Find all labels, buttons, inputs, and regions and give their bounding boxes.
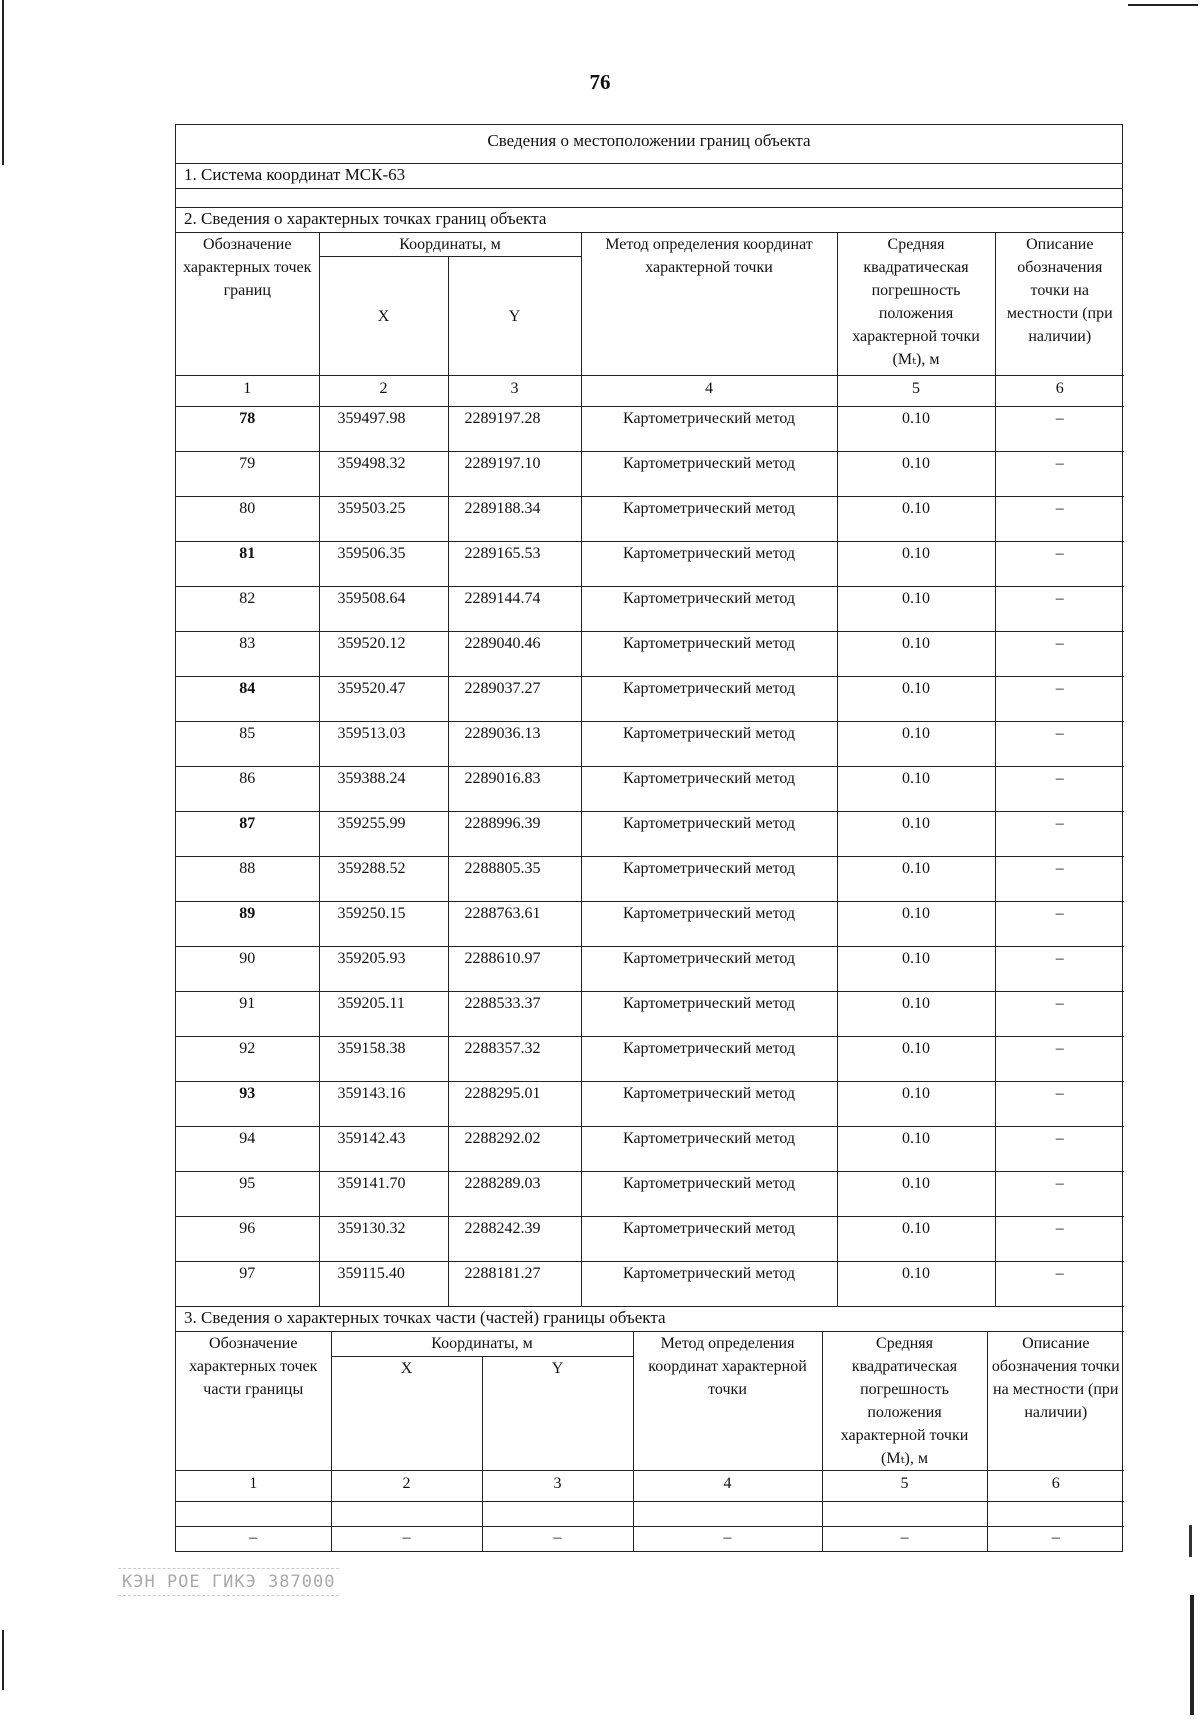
header-description: Описание обозначения точки на местности (при наличии) (995, 233, 1124, 376)
s3-empty-cell: – (176, 1527, 331, 1552)
s3-empty-cell: – (482, 1527, 633, 1552)
s3-header-y: Y (482, 1356, 633, 1470)
table-row (176, 1037, 1124, 1082)
table-row (176, 1082, 1124, 1127)
scan-artifact-top (1128, 4, 1198, 6)
s3-header-point: Обозначение характерных точек части границы (176, 1332, 331, 1471)
error-cell: 0.10 (837, 497, 995, 542)
x-cell: 359158.38 (319, 1037, 448, 1082)
description-cell: – (995, 452, 1124, 497)
y-cell: 2288610.97 (448, 947, 581, 992)
table-row (176, 452, 1124, 497)
y-cell: 2289197.28 (448, 407, 581, 452)
s3-index-cell: 6 (987, 1471, 1124, 1502)
x-cell: 359388.24 (319, 767, 448, 812)
error-cell: 0.10 (837, 812, 995, 857)
point-cell: 85 (176, 722, 319, 767)
point-cell: 91 (176, 992, 319, 1037)
header-method: Метод определения координат характерной точки (581, 233, 837, 376)
method-cell: Картометрический метод (581, 677, 837, 722)
header-point: Обозначение характерных точек границ (176, 233, 319, 376)
point-cell: 95 (176, 1172, 319, 1217)
y-cell: 2289037.27 (448, 677, 581, 722)
table-rows (176, 407, 1124, 1307)
index-row (176, 376, 1124, 407)
point-cell: 96 (176, 1217, 319, 1262)
index-cell: 6 (995, 376, 1124, 407)
table-row (176, 677, 1124, 722)
method-cell: Картометрический метод (581, 452, 837, 497)
s3-index-row (176, 1471, 1124, 1502)
description-cell: – (995, 1037, 1124, 1082)
description-cell: – (995, 902, 1124, 947)
point-cell: 94 (176, 1127, 319, 1172)
s3-empty-cell: – (331, 1527, 482, 1552)
x-cell: 359141.70 (319, 1172, 448, 1217)
y-cell: 2288289.03 (448, 1172, 581, 1217)
index-cell: 3 (448, 376, 581, 407)
table-row (176, 587, 1124, 632)
page-number: 76 (589, 70, 611, 94)
s3-index-cell: 2 (331, 1471, 482, 1502)
method-cell: Картометрический метод (581, 1082, 837, 1127)
y-cell: 2288181.27 (448, 1262, 581, 1307)
table-row (176, 1217, 1124, 1262)
x-cell: 359520.47 (319, 677, 448, 722)
document-title: Сведения о местоположении границ объекта (176, 125, 1122, 164)
s3-header-error: Средняя квадратическая погрешность положения характерной точки (Mₜ), м (822, 1332, 987, 1471)
error-cell: 0.10 (837, 902, 995, 947)
header-error: Средняя квадратическая погрешность положения характерной точки (Mₜ), м (837, 233, 995, 376)
point-cell: 84 (176, 677, 319, 722)
table-row (176, 767, 1124, 812)
x-cell: 359250.15 (319, 902, 448, 947)
method-cell: Картометрический метод (581, 497, 837, 542)
description-cell: – (995, 677, 1124, 722)
description-cell: – (995, 497, 1124, 542)
index-cell: 5 (837, 376, 995, 407)
point-cell: 87 (176, 812, 319, 857)
y-cell: 2288533.37 (448, 992, 581, 1037)
index-cell: 2 (319, 376, 448, 407)
y-cell: 2288292.02 (448, 1127, 581, 1172)
s3-index-cell: 3 (482, 1471, 633, 1502)
method-cell: Картометрический метод (581, 947, 837, 992)
table-row (176, 992, 1124, 1037)
error-cell: 0.10 (837, 767, 995, 812)
header-y: Y (448, 257, 581, 376)
x-cell: 359513.03 (319, 722, 448, 767)
header-x: X (319, 257, 448, 376)
y-cell: 2289040.46 (448, 632, 581, 677)
y-cell: 2289016.83 (448, 767, 581, 812)
error-cell: 0.10 (837, 452, 995, 497)
method-cell: Картометрический метод (581, 992, 837, 1037)
method-cell: Картометрический метод (581, 632, 837, 677)
s3-header-coords: Координаты, м (331, 1332, 633, 1357)
x-cell: 359288.52 (319, 857, 448, 902)
y-cell: 2288242.39 (448, 1217, 581, 1262)
s3-empty-row (176, 1527, 1124, 1552)
x-cell: 359115.40 (319, 1262, 448, 1307)
method-cell: Картометрический метод (581, 1037, 837, 1082)
s3-index-cell: 5 (822, 1471, 987, 1502)
table-row (176, 1262, 1124, 1307)
method-cell: Картометрический метод (581, 542, 837, 587)
y-cell: 2289036.13 (448, 722, 581, 767)
description-cell: – (995, 722, 1124, 767)
error-cell: 0.10 (837, 1037, 995, 1082)
scan-artifact-right-mid (1189, 1525, 1192, 1557)
point-cell: 81 (176, 542, 319, 587)
description-cell: – (995, 767, 1124, 812)
error-cell: 0.10 (837, 1082, 995, 1127)
point-cell: 82 (176, 587, 319, 632)
s3-empty-cell: – (822, 1527, 987, 1552)
header-coords: Координаты, м (319, 233, 581, 257)
index-cell: 4 (581, 376, 837, 407)
section3-title: 3. Сведения о характерных точках части (частей) границы объекта (184, 1308, 666, 1327)
x-cell: 359498.32 (319, 452, 448, 497)
y-cell: 2288357.32 (448, 1037, 581, 1082)
point-cell: 92 (176, 1037, 319, 1082)
section2-title: 2. Сведения о характерных точках границ объекта (184, 209, 547, 228)
table-row (176, 1172, 1124, 1217)
s3-header-description: Описание обозначения точки на местности (при наличии) (987, 1332, 1124, 1471)
point-cell: 88 (176, 857, 319, 902)
method-cell: Картометрический метод (581, 587, 837, 632)
method-cell: Картометрический метод (581, 722, 837, 767)
table-row (176, 542, 1124, 587)
y-cell: 2288295.01 (448, 1082, 581, 1127)
error-cell: 0.10 (837, 947, 995, 992)
x-cell: 359205.11 (319, 992, 448, 1037)
point-cell: 86 (176, 767, 319, 812)
error-cell: 0.10 (837, 677, 995, 722)
method-cell: Картометрический метод (581, 812, 837, 857)
error-cell: 0.10 (837, 1127, 995, 1172)
description-cell: – (995, 857, 1124, 902)
error-cell: 0.10 (837, 1262, 995, 1307)
section1-title: 1. Система координат МСК-63 (176, 164, 1122, 189)
method-cell: Картометрический метод (581, 1217, 837, 1262)
table-row (176, 902, 1124, 947)
table-row (176, 407, 1124, 452)
y-cell: 2288763.61 (448, 902, 581, 947)
table-row (176, 722, 1124, 767)
x-cell: 359508.64 (319, 587, 448, 632)
s3-header-method: Метод определения координат характерной точки (633, 1332, 822, 1471)
section-gap (176, 189, 1122, 208)
method-cell: Картометрический метод (581, 1262, 837, 1307)
table-row (176, 857, 1124, 902)
description-cell: – (995, 632, 1124, 677)
point-cell: 83 (176, 632, 319, 677)
y-cell: 2288996.39 (448, 812, 581, 857)
x-cell: 359497.98 (319, 407, 448, 452)
x-cell: 359205.93 (319, 947, 448, 992)
s3-empty-cell: – (633, 1527, 822, 1552)
table-row (176, 947, 1124, 992)
x-cell: 359520.12 (319, 632, 448, 677)
error-cell: 0.10 (837, 857, 995, 902)
x-cell: 359142.43 (319, 1127, 448, 1172)
y-cell: 2289197.10 (448, 452, 581, 497)
description-cell: – (995, 812, 1124, 857)
description-cell: – (995, 1172, 1124, 1217)
description-cell: – (995, 1082, 1124, 1127)
table-row (176, 1127, 1124, 1172)
y-cell: 2288805.35 (448, 857, 581, 902)
description-cell: – (995, 992, 1124, 1037)
description-cell: – (995, 947, 1124, 992)
stamp-watermark: КЭН РОЕ ГИКЭ 387000 (118, 1568, 339, 1596)
section2-table (176, 232, 1124, 1307)
method-cell: Картометрический метод (581, 1172, 837, 1217)
point-cell: 90 (176, 947, 319, 992)
error-cell: 0.10 (837, 407, 995, 452)
table-row (176, 632, 1124, 677)
method-cell: Картометрический метод (581, 767, 837, 812)
error-cell: 0.10 (837, 992, 995, 1037)
point-cell: 89 (176, 902, 319, 947)
point-cell: 78 (176, 407, 319, 452)
description-cell: – (995, 1217, 1124, 1262)
s3-empty-cell: – (987, 1527, 1124, 1552)
error-cell: 0.10 (837, 632, 995, 677)
description-cell: – (995, 1262, 1124, 1307)
table-row (176, 812, 1124, 857)
method-cell: Картометрический метод (581, 1127, 837, 1172)
s3-gap-row (176, 1502, 1124, 1527)
point-cell: 79 (176, 452, 319, 497)
s3-index-cell: 4 (633, 1471, 822, 1502)
y-cell: 2289165.53 (448, 542, 581, 587)
point-cell: 80 (176, 497, 319, 542)
scan-artifact-right (1190, 1595, 1194, 1715)
y-cell: 2289188.34 (448, 497, 581, 542)
point-cell: 93 (176, 1082, 319, 1127)
error-cell: 0.10 (837, 722, 995, 767)
s3-header-x: X (331, 1356, 482, 1470)
method-cell: Картометрический метод (581, 902, 837, 947)
x-cell: 359503.25 (319, 497, 448, 542)
description-cell: – (995, 407, 1124, 452)
index-cell: 1 (176, 376, 319, 407)
error-cell: 0.10 (837, 587, 995, 632)
document-frame (175, 124, 1123, 1552)
description-cell: – (995, 1127, 1124, 1172)
error-cell: 0.10 (837, 1217, 995, 1262)
x-cell: 359130.32 (319, 1217, 448, 1262)
x-cell: 359255.99 (319, 812, 448, 857)
point-cell: 97 (176, 1262, 319, 1307)
table-row (176, 497, 1124, 542)
description-cell: – (995, 587, 1124, 632)
scan-artifact-left-bottom (2, 1630, 4, 1690)
method-cell: Картометрический метод (581, 407, 837, 452)
error-cell: 0.10 (837, 542, 995, 587)
section3-table (176, 1331, 1124, 1551)
s3-index-cell: 1 (176, 1471, 331, 1502)
x-cell: 359506.35 (319, 542, 448, 587)
y-cell: 2289144.74 (448, 587, 581, 632)
x-cell: 359143.16 (319, 1082, 448, 1127)
description-cell: – (995, 542, 1124, 587)
method-cell: Картометрический метод (581, 857, 837, 902)
error-cell: 0.10 (837, 1172, 995, 1217)
